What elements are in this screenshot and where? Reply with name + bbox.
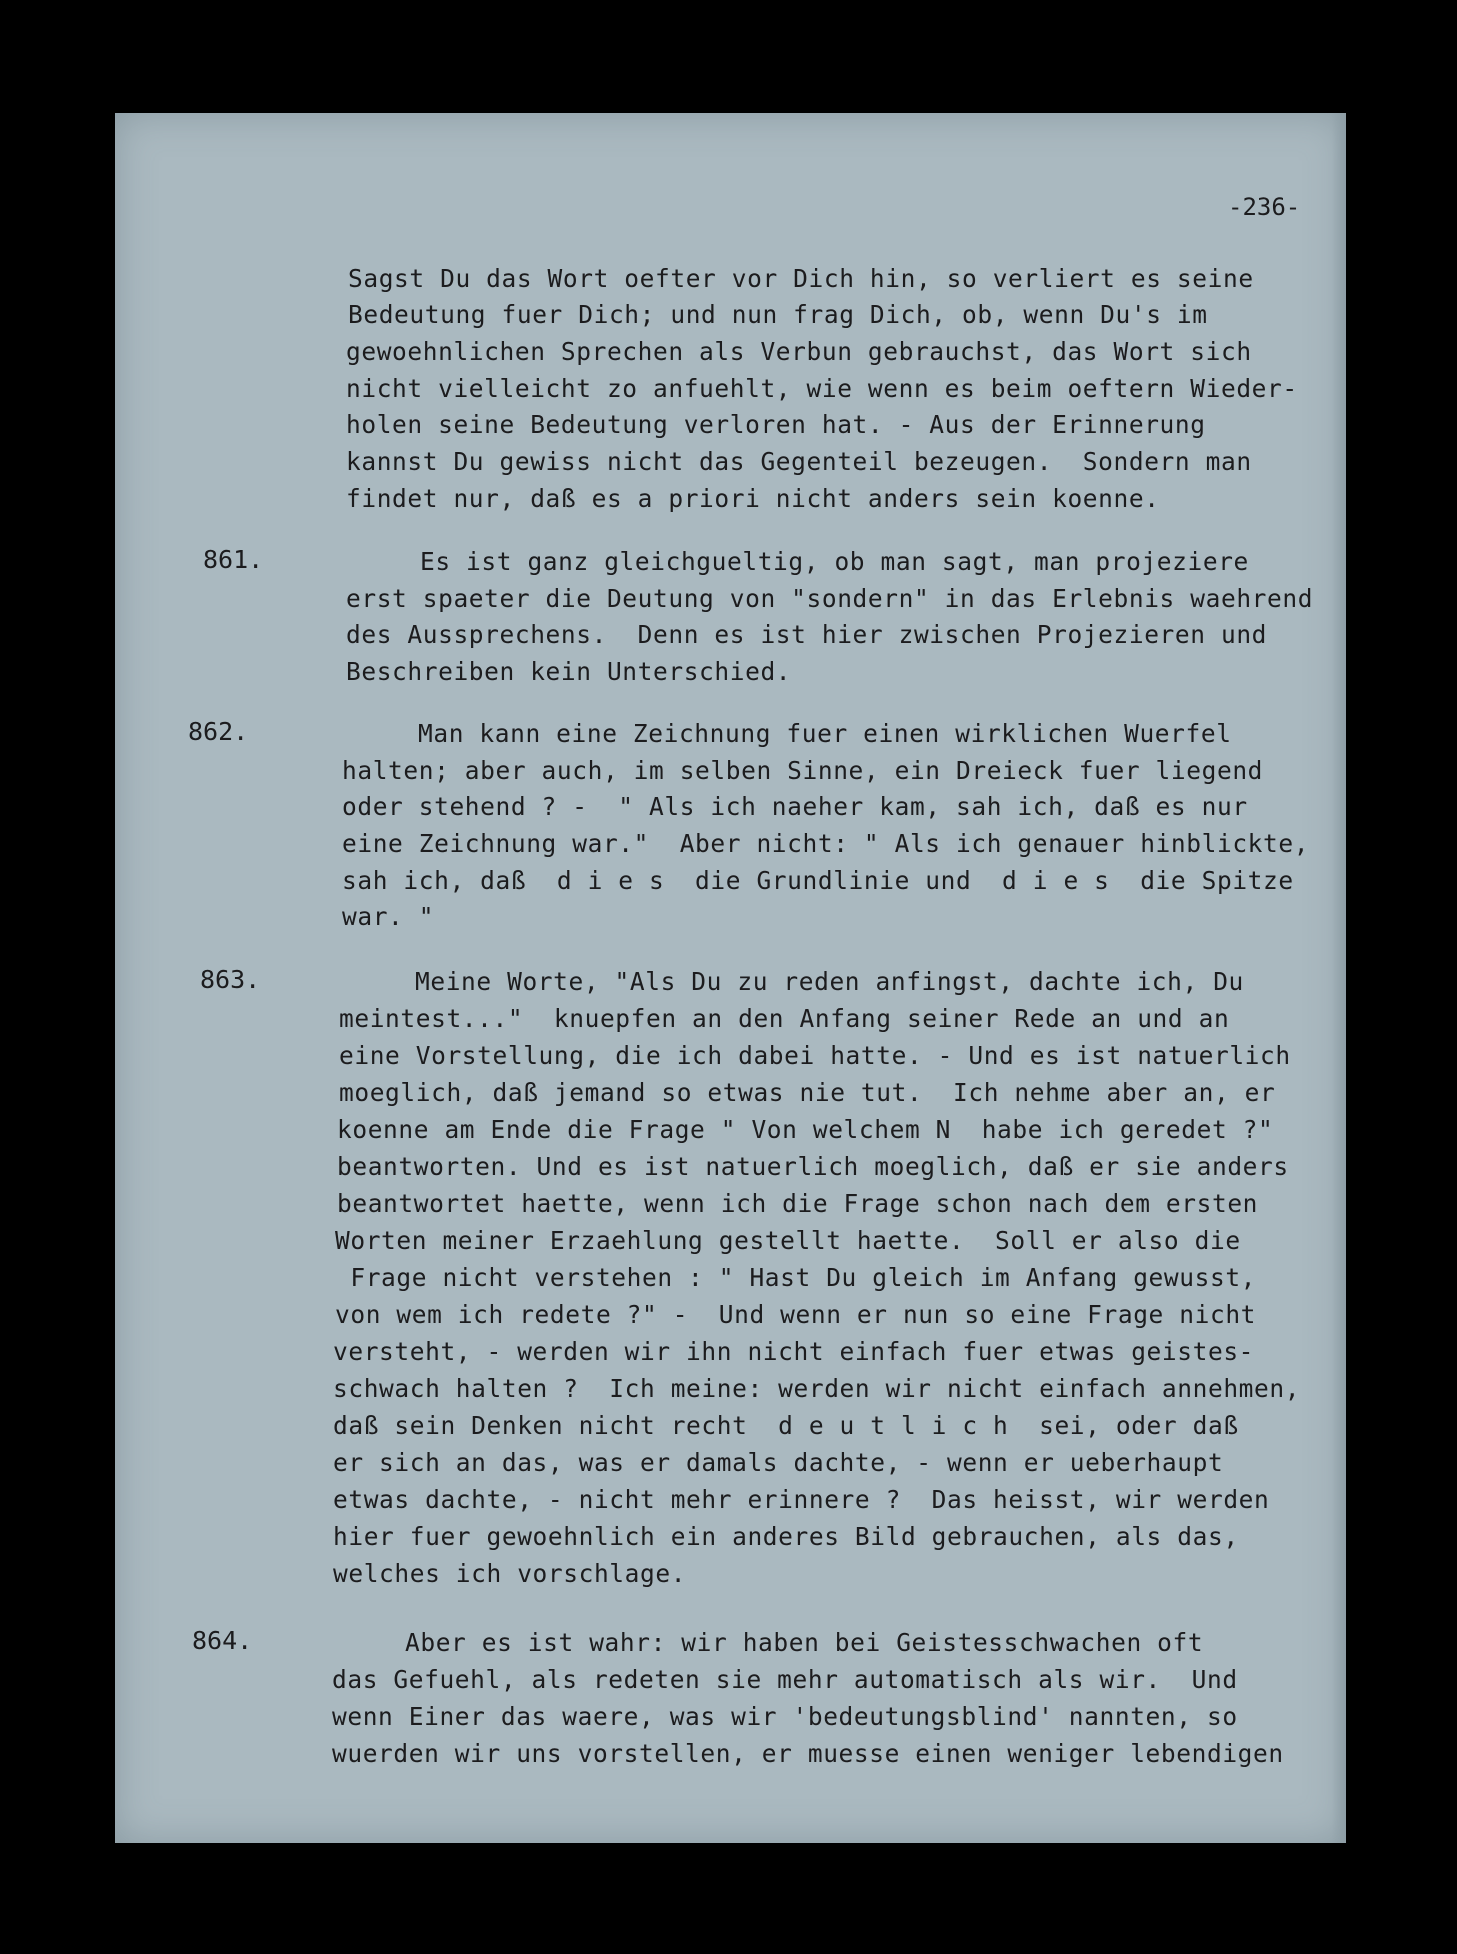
text-line: Aber es ist wahr: wir haben bei Geistesschwachen oft — [405, 1628, 1204, 1657]
text-line: oder stehend ? - " Als ich naeher kam, sah ich, daß es nur — [342, 792, 1248, 821]
text-line: Meine Worte, "Als Du zu reden anfingst, dachte ich, Du — [415, 967, 1244, 996]
text-line: Bedeutung fuer Dich; und nun frag Dich, ob, wenn Du's im — [348, 300, 1208, 329]
paragraph-number: 861. — [203, 545, 264, 574]
sheet-edge — [1332, 113, 1346, 1843]
text-line: daß sein Denken nicht recht d e u t l i c h sei, oder daß — [333, 1411, 1239, 1440]
text-line: des Aussprechens. Denn es ist hier zwischen Projezieren und — [346, 620, 1268, 649]
paragraph-number: 863. — [200, 965, 261, 994]
text-line: das Gefuehl, als redeten sie mehr automatisch als wir. Und — [332, 1665, 1238, 1694]
text-line: beantworten. Und es ist natuerlich moeglich, daß er sie anders — [337, 1152, 1289, 1181]
text-line: moeglich, daß jemand so etwas nie tut. Ich nehme aber an, er — [339, 1078, 1276, 1107]
text-line: halten; aber auch, im selben Sinne, ein Dreieck fuer liegend — [342, 756, 1264, 785]
text-line: findet nur, daß es a priori nicht anders sein koenne. — [346, 484, 1160, 513]
text-line: schwach halten ? Ich meine: werden wir nicht einfach annehmen, — [333, 1374, 1301, 1403]
text-line: hier fuer gewoehnlich ein anderes Bild gebrauchen, als das, — [333, 1522, 1239, 1551]
text-line: nicht vielleicht zo anfuehlt, wie wenn es beim oeftern Wieder- — [346, 374, 1298, 403]
text-line: Frage nicht verstehen : " Hast Du gleich im Anfang gewusst, — [335, 1263, 1257, 1292]
text-line: erst spaeter die Deutung von "sondern" in das Erlebnis waehrend — [346, 584, 1314, 613]
text-line: holen seine Bedeutung verloren hat. - Aus der Erinnerung — [346, 410, 1206, 439]
text-line: Worten meiner Erzaehlung gestellt haette. Soll er also die — [335, 1226, 1241, 1255]
text-line: eine Zeichnung war." Aber nicht: " Als ich genauer hinblickte, — [342, 829, 1310, 858]
text-line: meintest..." knuepfen an den Anfang seiner Rede an und an — [339, 1004, 1230, 1033]
paragraph-number: 864. — [192, 1626, 253, 1655]
text-line: koenne am Ende die Frage " Von welchem N habe ich geredet ?" — [337, 1115, 1274, 1144]
text-line: er sich an das, was er damals dachte, - wenn er ueberhaupt — [333, 1448, 1224, 1477]
text-line: sah ich, daß d i e s die Grundlinie und d i e s die Spitze — [342, 866, 1294, 895]
text-line: Sagst Du das Wort oefter vor Dich hin, so verliert es seine — [348, 264, 1254, 293]
text-line: Es ist ganz gleichgueltig, ob man sagt, man projeziere — [420, 547, 1249, 576]
text-line: Beschreiben kein Unterschied. — [346, 657, 792, 686]
text-line: wuerden wir uns vorstellen, er muesse einen weniger lebendigen — [332, 1739, 1284, 1768]
text-line: von wem ich redete ?" - Und wenn er nun so eine Frage nicht — [335, 1300, 1257, 1329]
page-number: -236- — [1228, 193, 1301, 221]
text-line: eine Vorstellung, die ich dabei hatte. - Und es ist natuerlich — [339, 1041, 1291, 1070]
text-line: gewoehnlichen Sprechen als Verbun gebrauchst, das Wort sich — [346, 337, 1252, 366]
text-line: etwas dachte, - nicht mehr erinnere ? Das heisst, wir werden — [333, 1485, 1270, 1514]
text-line: beantwortet haette, wenn ich die Frage schon nach dem ersten — [337, 1189, 1259, 1218]
text-line: wenn Einer das waere, was wir 'bedeutungsblind' nannten, so — [332, 1702, 1238, 1731]
text-line: versteht, - werden wir ihn nicht einfach fuer etwas geistes- — [333, 1337, 1255, 1366]
text-line: kannst Du gewiss nicht das Gegenteil bezeugen. Sondern man — [346, 447, 1252, 476]
text-line: war. " — [342, 902, 435, 931]
text-line: Man kann eine Zeichnung fuer einen wirklichen Wuerfel — [418, 719, 1232, 748]
text-line: welches ich vorschlage. — [333, 1559, 687, 1588]
paragraph-number: 862. — [188, 717, 249, 746]
